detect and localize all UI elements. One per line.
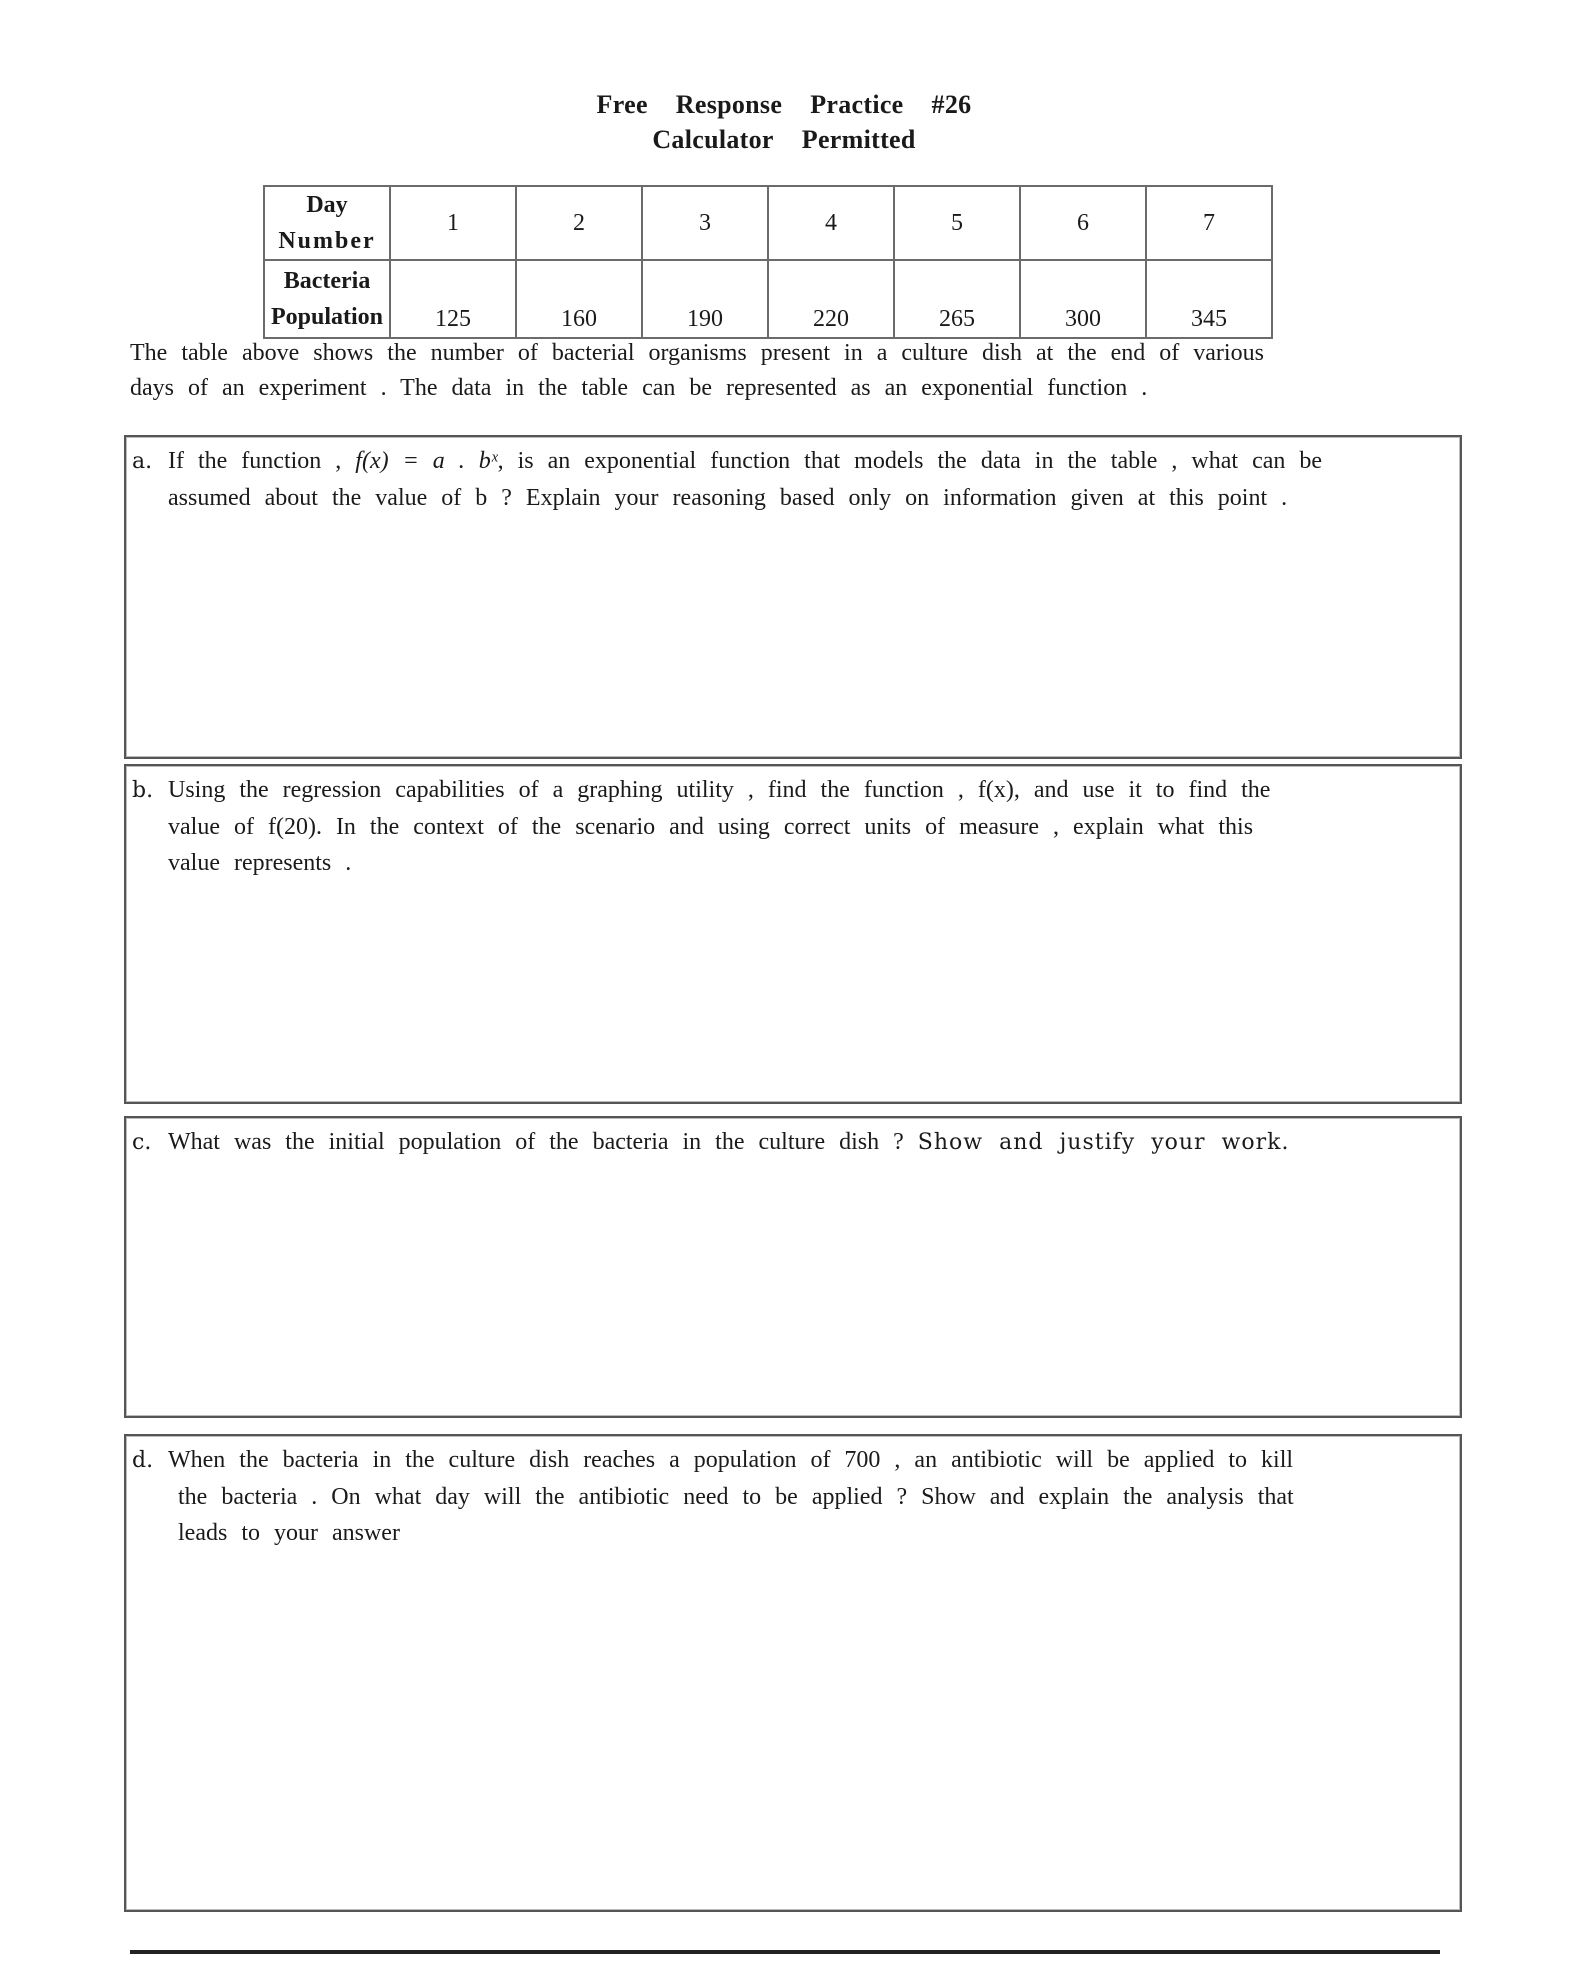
question-a-line2: assumed about the value of b ? Explain your reasoning based only on information given at this point .: [168, 485, 1288, 511]
question-c-line1-post: Show and justify your work.: [917, 1130, 1290, 1155]
day-cell: 4: [768, 186, 894, 260]
intro-line: The table above shows the number of bacterial organisms present in a culture dish at the end of various: [130, 340, 1264, 366]
question-letter: a.: [132, 449, 153, 474]
day-cell: 2: [516, 186, 642, 260]
population-cell: 265: [894, 260, 1020, 338]
header-text: Bacteria: [283, 268, 371, 294]
population-cell: 190: [642, 260, 768, 338]
question-a-line1-post: , is an exponential function that models the data in the table , what can be: [497, 448, 1323, 474]
day-cell: 6: [1020, 186, 1146, 260]
header-text: Day: [306, 192, 348, 218]
population-cell: 345: [1146, 260, 1272, 338]
day-cell: 7: [1146, 186, 1272, 260]
question-letter: b.: [132, 778, 154, 803]
question-c-line1-pre: What was the initial population of the bacteria in the culture dish ?: [168, 1129, 904, 1155]
day-cell: 3: [642, 186, 768, 260]
day-number-header: [264, 186, 390, 260]
question-d-line1: When the bacteria in the culture dish reaches a population of 700 , an antibiotic will be applied to kill: [168, 1447, 1294, 1473]
bottom-divider: [130, 1950, 1440, 1954]
day-number-row: [264, 186, 1272, 260]
day-cell: 5: [894, 186, 1020, 260]
worksheet-title-line1: [0, 88, 1578, 122]
title-word: Calculator: [652, 125, 774, 154]
question-d-answer-box[interactable]: [124, 1434, 1462, 1912]
intro-paragraph: [130, 336, 1390, 406]
function-expression: f(x) = a . bˣ: [355, 448, 498, 474]
question-letter: d.: [132, 1448, 154, 1473]
header-text: Population: [270, 304, 384, 330]
population-header: [264, 260, 390, 338]
question-b-answer-box[interactable]: [124, 764, 1462, 1104]
population-row: [264, 260, 1272, 338]
question-d-line2: the bacteria . On what day will the antibiotic need to be applied ? Show and explain the analysis that: [178, 1484, 1294, 1510]
title-word: Free: [596, 90, 648, 119]
population-cell: 300: [1020, 260, 1146, 338]
day-cell: 1: [390, 186, 516, 260]
question-d-line3: leads to your answer: [178, 1520, 400, 1546]
population-cell: 125: [390, 260, 516, 338]
question-letter: c.: [132, 1130, 152, 1155]
bacteria-data-table: [263, 185, 1273, 339]
question-c-text: [126, 1118, 1460, 1161]
title-word: Permitted: [801, 125, 916, 154]
question-d-text: [126, 1436, 1460, 1551]
question-a-answer-box[interactable]: [124, 435, 1462, 759]
title-word: #26: [931, 90, 972, 119]
question-c-answer-box[interactable]: [124, 1116, 1462, 1418]
title-word: Response: [675, 90, 783, 119]
question-b-line3: value represents .: [168, 850, 352, 876]
intro-line: days of an experiment . The data in the table can be represented as an exponential function .: [130, 375, 1148, 401]
question-b-text: [126, 766, 1460, 881]
question-b-line1: Using the regression capabilities of a graphing utility , find the function , f(x), and use it to find the: [168, 777, 1271, 803]
title-word: Practice: [810, 90, 904, 119]
question-b-line2: value of f(20). In the context of the scenario and using correct units of measure , explain what this: [168, 814, 1254, 840]
population-cell: 220: [768, 260, 894, 338]
worksheet-title-line2: [0, 123, 1578, 157]
population-cell: 160: [516, 260, 642, 338]
question-a-line1-pre: If the function ,: [168, 448, 342, 474]
question-a-text: [126, 437, 1460, 516]
header-text: Number: [278, 228, 376, 254]
